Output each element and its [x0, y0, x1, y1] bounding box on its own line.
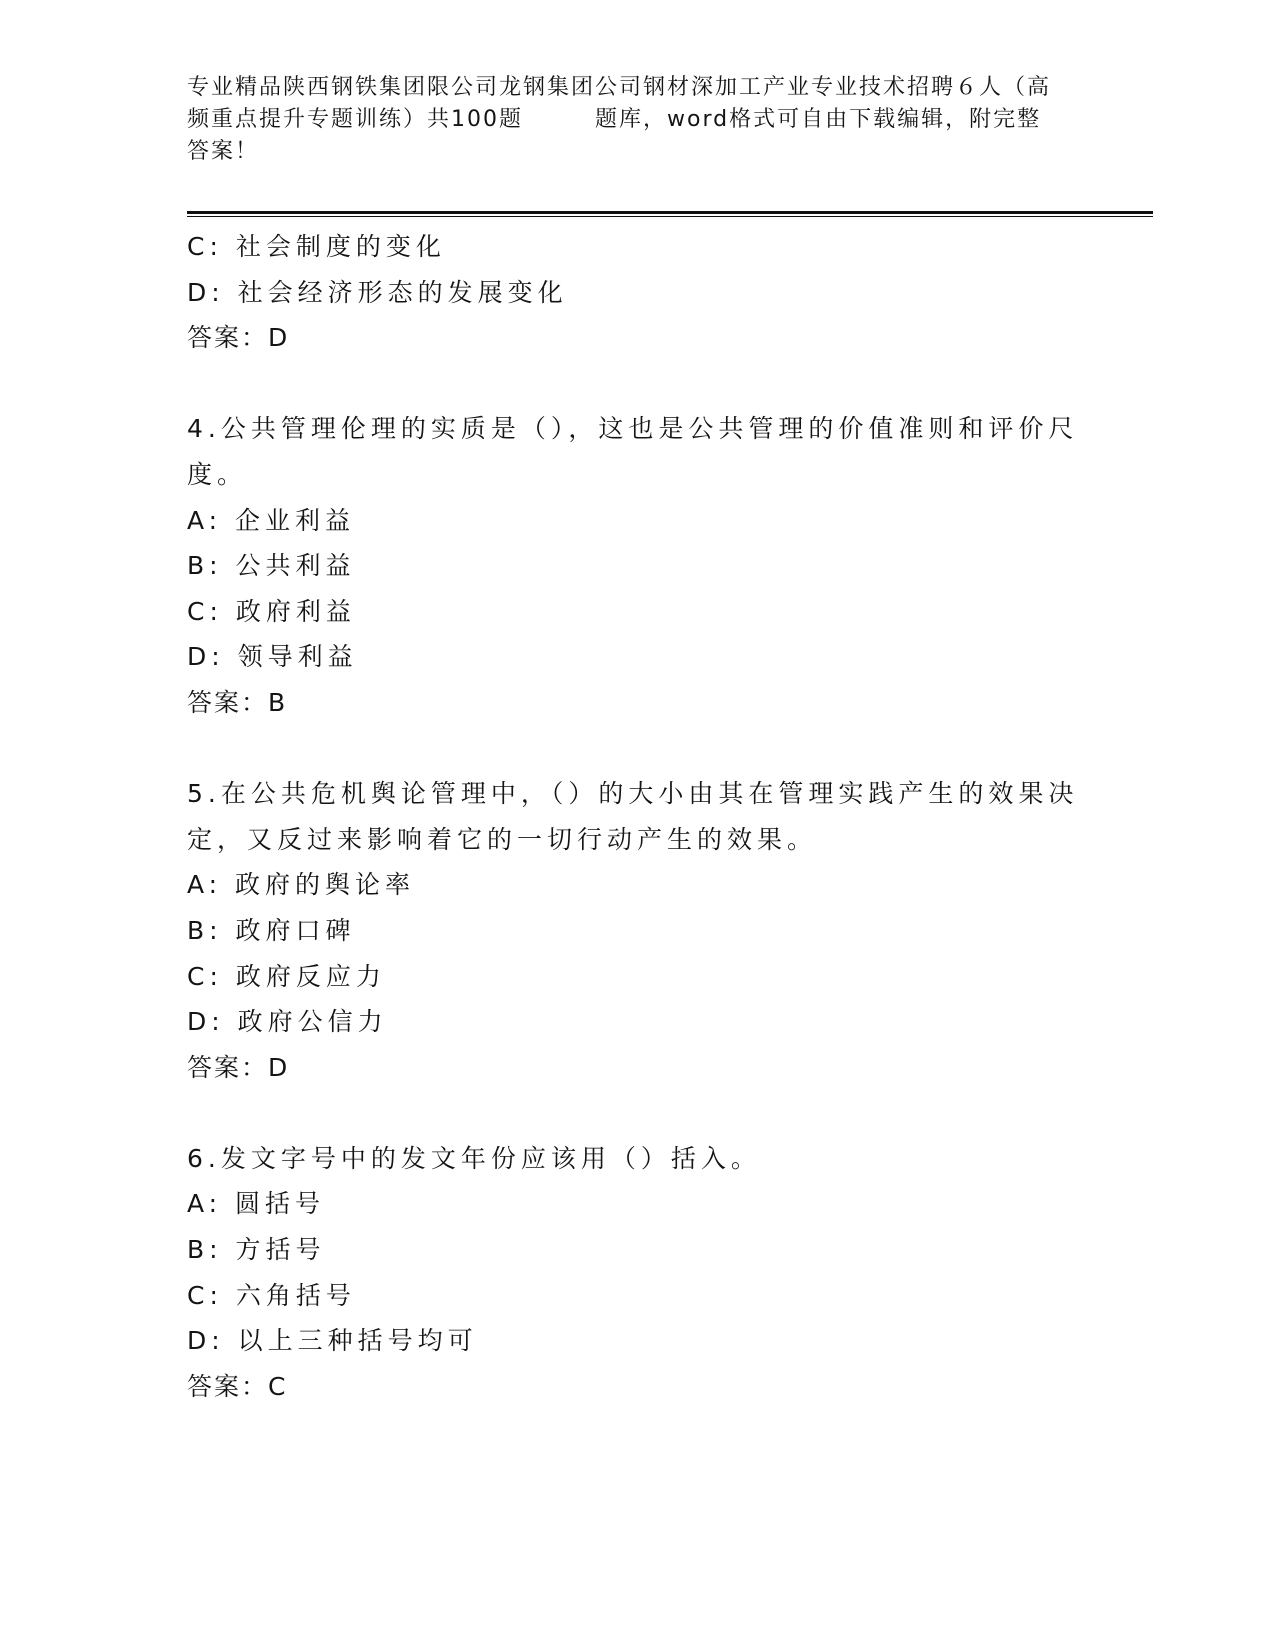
question-stem: 4.公共管理伦理的实质是（），这也是公共管理的价值准则和评价尺: [187, 414, 1079, 444]
question-block-3: [187, 224, 1107, 361]
option-a: A: 政府的舆论率: [187, 870, 416, 900]
question-stem-continued: 度。: [187, 459, 248, 489]
question-block-5: [187, 771, 1107, 1090]
question-stem-continued: 定，又反过来影响着它的一切行动产生的效果。: [187, 824, 818, 854]
answer: 答案：D: [187, 1052, 290, 1082]
title-line-1: 专业精品陕西钢铁集团限公司龙钢集团公司钢材深加工产业专业技术招聘６人（高: [187, 75, 1052, 100]
question-stem: 5.在公共危机舆论管理中，（）的大小由其在管理实践产生的效果决: [187, 779, 1079, 809]
title-line-2b: 题库，word格式可自由下载编辑，附完整: [595, 107, 1042, 132]
answer: 答案：B: [187, 687, 288, 717]
answer: 答案：C: [187, 1371, 288, 1401]
block-spacer: [187, 361, 1107, 407]
option-c: C: 政府反应力: [187, 961, 386, 991]
option-a: A: 圆括号: [187, 1189, 326, 1219]
option-d: D: 政府公信力: [187, 1007, 388, 1037]
title-line-2a: 频重点提升专题训练）共100题: [187, 107, 523, 132]
question-block-6: [187, 1136, 1107, 1410]
document-title: [187, 72, 1087, 168]
header-divider: [187, 211, 1153, 217]
question-block-4: [187, 406, 1107, 725]
option-d: D: 以上三种括号均可: [187, 1326, 478, 1356]
title-line-3: 答案！: [187, 139, 260, 164]
option-b: B: 政府口碑: [187, 915, 356, 945]
option-c: C: 政府利益: [187, 596, 356, 626]
option-c: C: 六角括号: [187, 1280, 356, 1310]
block-spacer: [187, 726, 1107, 772]
option-b: B: 方括号: [187, 1235, 326, 1265]
option-b: B: 公共利益: [187, 551, 356, 581]
answer: 答案：D: [187, 323, 290, 353]
option-a: A: 企业利益: [187, 505, 356, 535]
question-stem: 6.发文字号中的发文年份应该用（）括入。: [187, 1143, 761, 1173]
block-spacer: [187, 1090, 1107, 1136]
option-c: C: 社会制度的变化: [187, 232, 446, 261]
question-list: [187, 224, 1107, 1409]
option-d: D: 社会经济形态的发展变化: [187, 277, 568, 307]
option-d: D: 领导利益: [187, 642, 358, 672]
